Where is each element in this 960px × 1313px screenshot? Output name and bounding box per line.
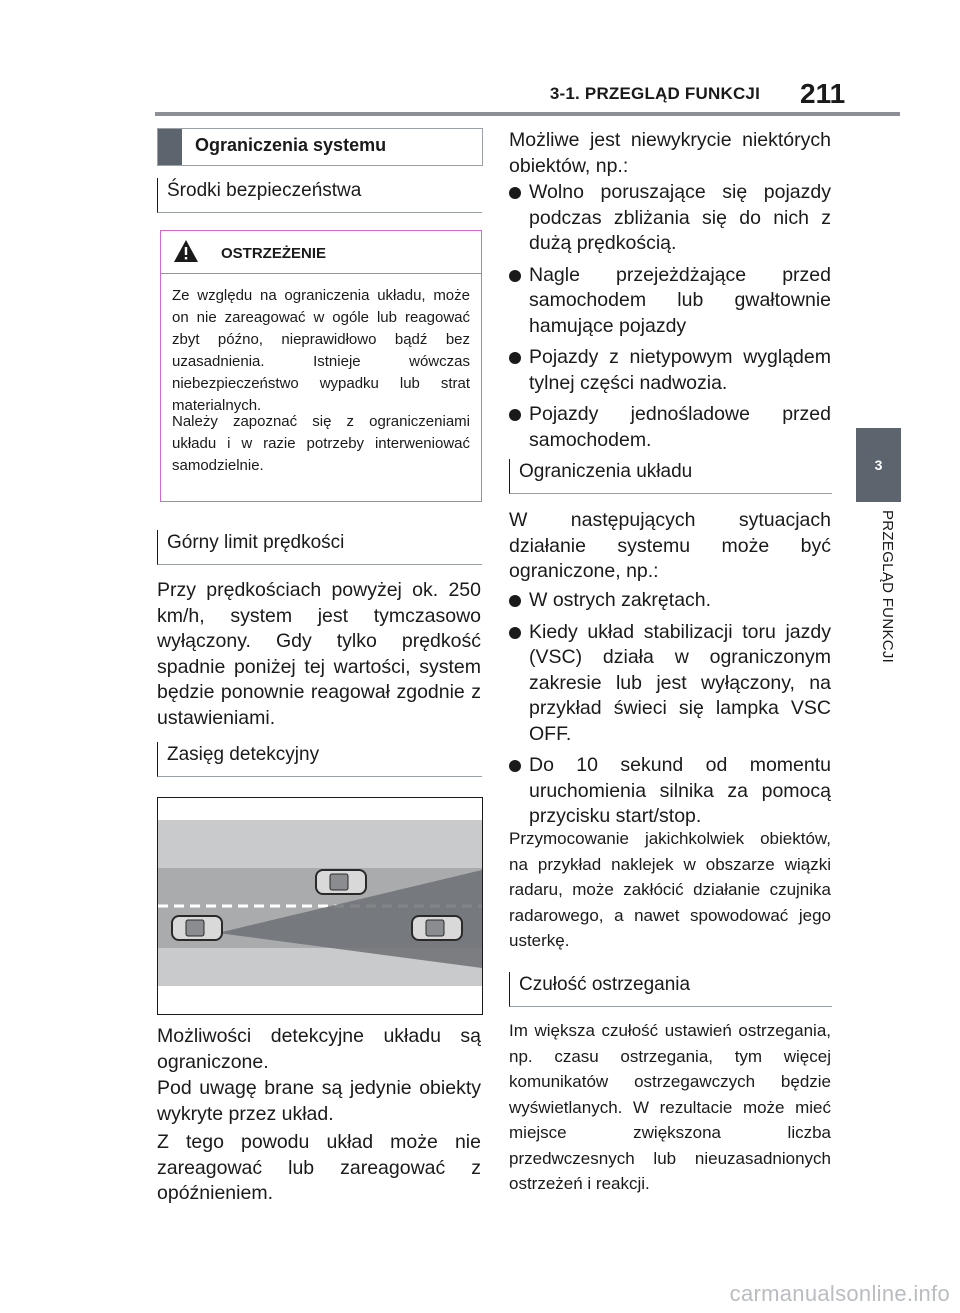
heading-text: Ograniczenia systemu — [195, 135, 387, 155]
page-number: 211 — [800, 78, 846, 109]
warning-triangle-icon — [173, 239, 199, 263]
car-ahead-same-lane — [412, 916, 462, 940]
chapter-label: PRZEGLĄD FUNKCJI — [879, 510, 896, 664]
list-item: Pojazdy jednośladowe przed samochodem. — [509, 402, 831, 453]
subheading-speed-text: Górny limit prędkości — [167, 532, 345, 553]
warning-paragraph: Należy zapoznać się z ograniczeniami układu i w razie potrzeby interweniować samodzielnie. — [172, 413, 470, 474]
capability-paragraph: Z tego powodu układ może nie zareagować lub zareagować z opóźnieniem. — [157, 1131, 481, 1204]
subheading-limits — [509, 459, 832, 494]
warning-box — [160, 230, 482, 502]
bullet-icon — [509, 352, 521, 364]
subheading-safety-text: Środki bezpieczeństwa — [167, 180, 362, 201]
undetected-objects-intro: Możliwe jest niewykrycie niektórych obiektów, np.: — [509, 129, 831, 177]
road-illustration — [158, 798, 482, 1014]
warning-paragraph: Ze względu na ograniczenia układu, może on nie zareagować w ogóle lub reagować zbyt późno, nieprawidłowo bądź bez uzasadnienia. Istnieje wówczas niebezpieczeństwo wypadku lub strat materialnych. — [172, 287, 470, 414]
capability-paragraph: Pod uwagę brane są jedynie obiekty wykryte przez układ. — [157, 1077, 481, 1125]
list-item: W ostrych zakrętach. — [509, 588, 831, 614]
heading-bar — [158, 129, 182, 165]
bullet-icon — [509, 595, 521, 607]
speed-paragraph: Przy prędkościach powyżej ok. 250 km/h, system jest tymczasowo wyłączony. Gdy tylko prędkość spadnie poniżej tej wartości, system będzie ponownie reagował zgodnie z ustawieniami. — [157, 579, 481, 729]
section-box-heading — [157, 128, 483, 166]
detection-range-diagram — [157, 797, 483, 1015]
subheading-range-text: Zasięg detekcyjny — [167, 744, 320, 765]
mounting-paragraph: Przymocowanie jakichkolwiek obiektów, na przykład naklejek w obszarze wiązki radaru, może zakłócić działanie czujnika radarowego, a nawet spowodować jego usterkę. — [509, 829, 831, 950]
bullet-icon — [509, 187, 521, 199]
limits-list — [509, 588, 831, 836]
list-item: Wolno poruszające się pojazdy podczas zbliżania się do nich z dużą prędkością. — [509, 180, 831, 257]
undetected-objects-list — [509, 180, 831, 459]
ego-car — [172, 916, 222, 940]
chapter-tab: 3 — [856, 428, 901, 502]
bullet-icon — [509, 409, 521, 421]
list-item: Pojazdy z nietypowym wyglądem tylnej części nadwozia. — [509, 345, 831, 396]
subheading-limits-text: Ograniczenia układu — [519, 461, 693, 482]
list-item: Nagle przejeżdżające przed samochodem lub gwałtownie hamujące pojazdy — [509, 263, 831, 340]
bullet-icon — [509, 270, 521, 282]
subheading-speed — [157, 530, 482, 565]
bullet-icon — [509, 627, 521, 639]
section-title: 3-1. PRZEGLĄD FUNKCJI — [549, 84, 760, 103]
subheading-sensitivity-text: Czułość ostrzegania — [519, 974, 691, 995]
header-rule — [155, 112, 900, 116]
subheading-safety — [157, 178, 482, 213]
limits-intro: W następujących sytuacjach działanie systemu może być ograniczone, np.: — [509, 509, 831, 582]
footer-watermark-url: carmanualsonline.info — [729, 1281, 950, 1306]
warning-header — [161, 231, 481, 274]
bullet-icon — [509, 760, 521, 772]
subheading-sensitivity — [509, 972, 832, 1007]
capability-paragraph: Możliwości detekcyjne układu są ograniczone. — [157, 1025, 481, 1073]
subheading-range — [157, 742, 482, 777]
car-adjacent-lane — [316, 870, 366, 894]
list-item: Kiedy układ stabilizacji toru jazdy (VSC) działa w ograniczonym zakresie lub jest wyłączony, na przykład świeci się lampka VSC OFF. — [509, 620, 831, 748]
list-item: Do 10 sekund od momentu uruchomienia silnika za pomocą przycisku start/stop. — [509, 753, 831, 830]
sensitivity-paragraph: Im większa czułość ustawień ostrzegania, np. czasu ostrzegania, tym więcej komunikatów ostrzegawczych będzie wyświetlanych. W rezultacie może mieć miejsce zwiększona liczba przedwczesnych lub nieuzasadnionych ostrzeżeń i reakcji. — [509, 1021, 831, 1193]
warning-title: OSTRZEŻENIE — [221, 245, 327, 262]
